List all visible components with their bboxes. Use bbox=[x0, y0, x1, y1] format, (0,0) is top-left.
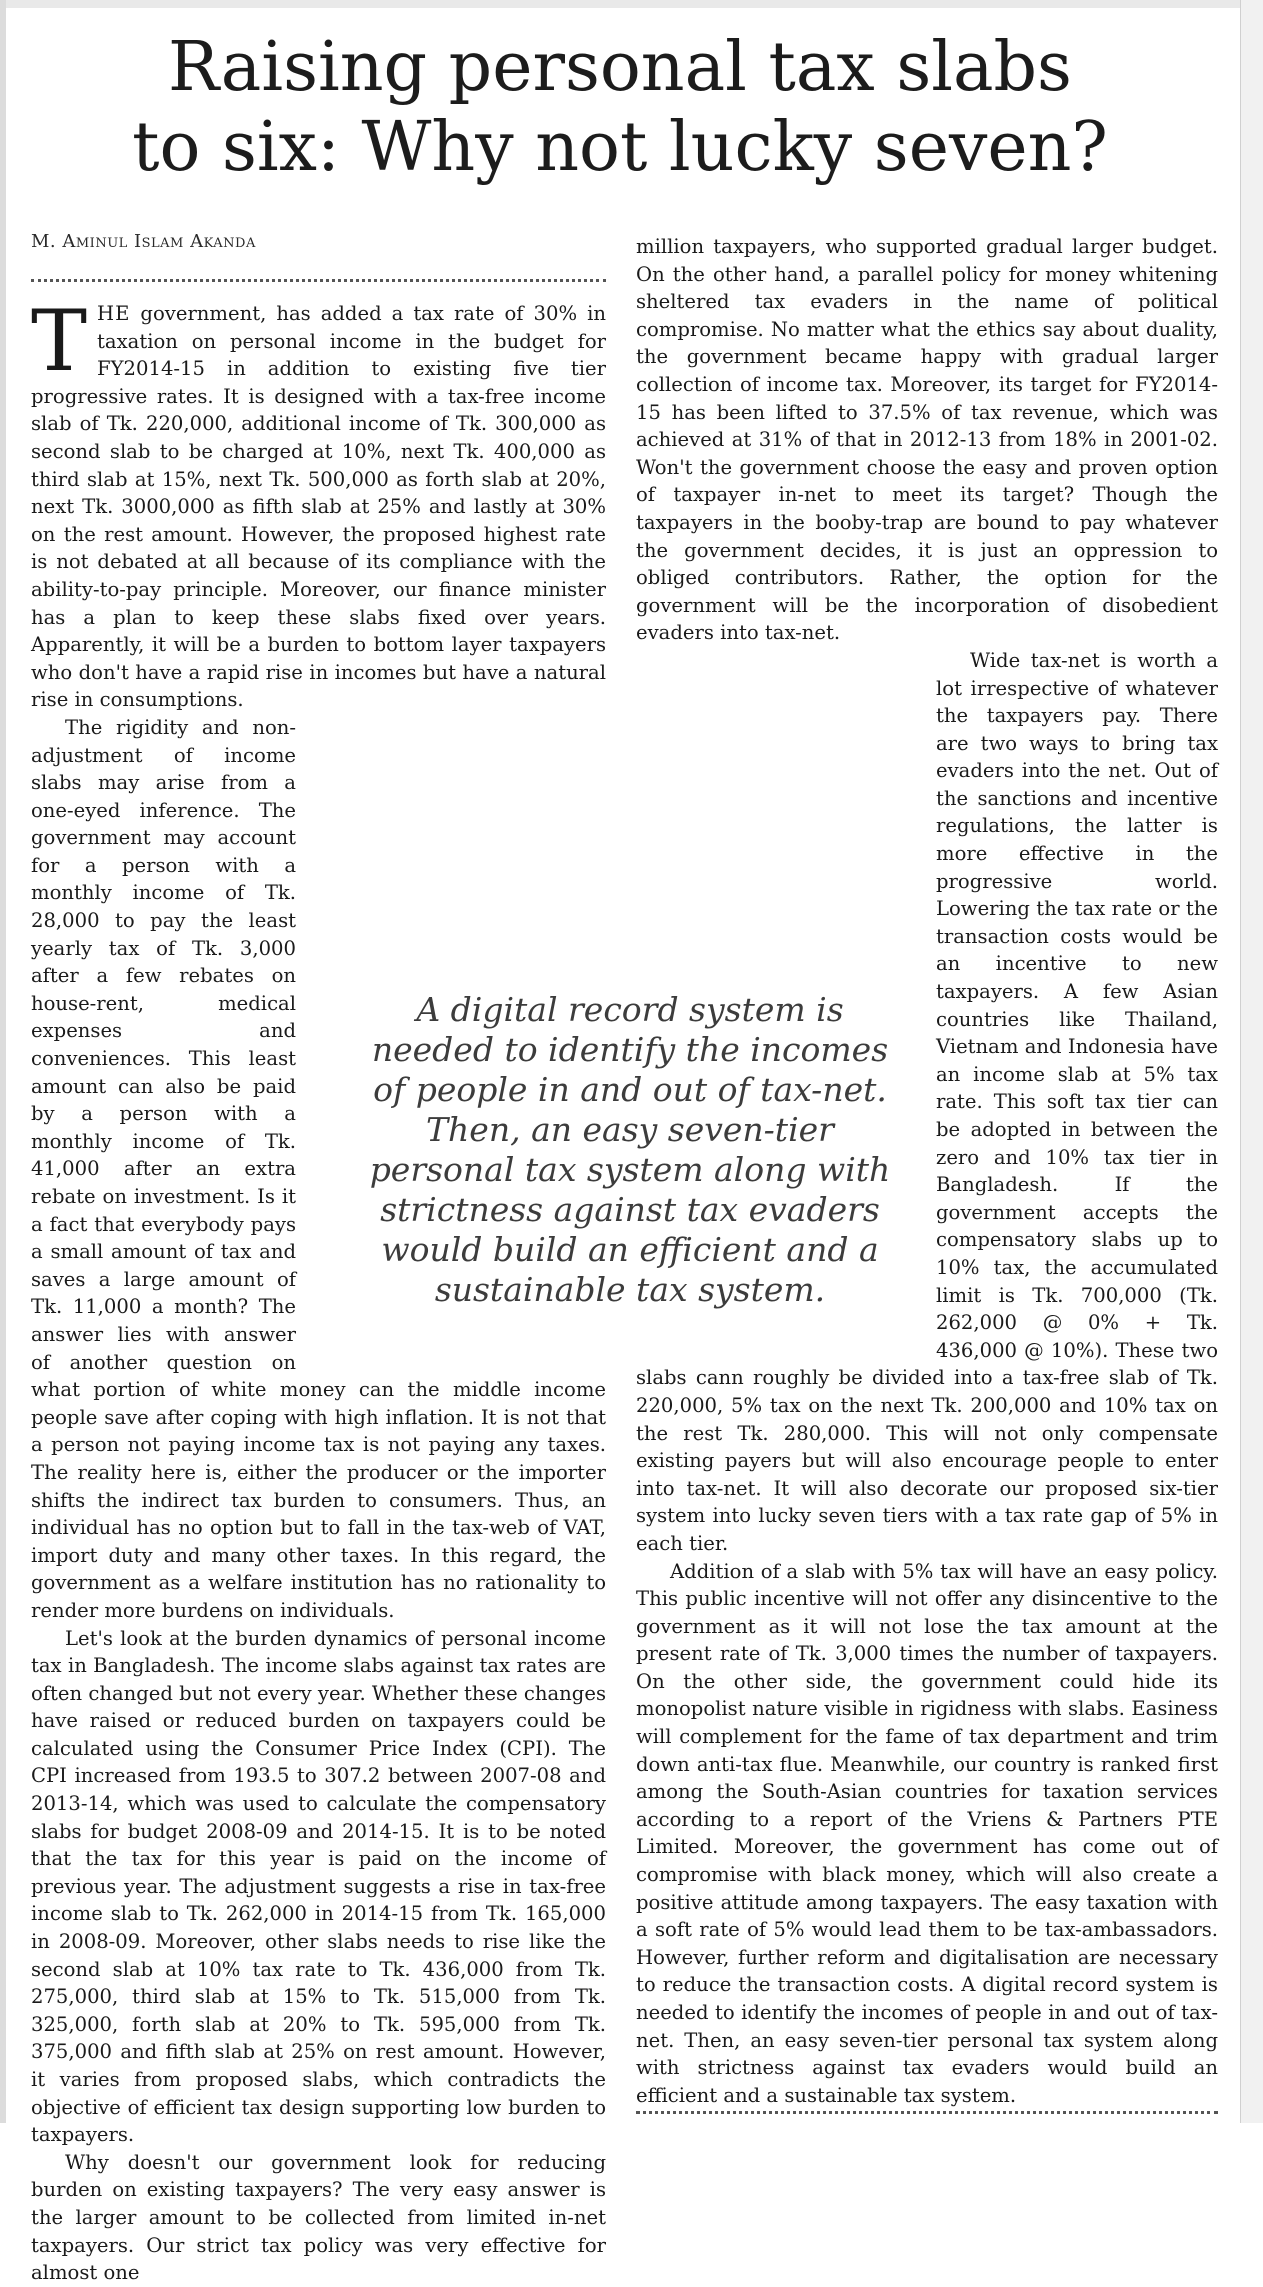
paragraph-text: The rigidity and non-adjustment of income slabs may arise from a one-eyed inference. The government may account for a person with a monthly income of Tk. 28,000 to pay the least yearly tax of Tk. 3,000 after a few rebates on house-rent, medical expenses and conveniences. This least amount can also be paid by a person with a monthly income of Tk. 41,000 after an extra rebate on investment. Is it a fact that everybody pays a small amount of tax and saves a large amount of Tk. 11,000 a month? The answer lies with answer of another question on what portion of white money can the middle income people save after coping with high inflation. It is not that a person not paying income tax is not paying any taxes. The reality here is, either the producer or the importer shifts the indirect tax burden to consumers. Thus, an individual has no option but to fall in the tax-web of VAT, import duty and many other taxes. In this regard, the government as a welfare institution has no rationality to render more burdens on individuals. bbox=[31, 715, 606, 1622]
byline-dotted-rule bbox=[31, 279, 606, 282]
end-dotted-rule bbox=[636, 2111, 1218, 2114]
body-paragraph: Let's look at the burden dynamics of personal income tax in Bangladesh. The income slabs against tax rates are often changed but not every year. Whether these changes have raised or reduced burden on taxpayers could be calculated using the Consumer Price Index (CPI). The CPI increased from 193.5 to 307.2 between 2007-08 and 2013-14, which was used to calculate the compensatory slabs for budget 2008-09 and 2014-15. It is to be noted that the tax for this year is paid on the income of previous year. The adjustment suggests a rise in tax-free income slab to Tk. 262,000 in 2014-15 from Tk. 165,000 in 2008-09. Moreover, other slabs needs to rise like the second slab at 10% tax rate to Tk. 436,000 from Tk. 275,000, third slab at 15% to Tk. 515,000 from Tk. 325,000, forth slab at 20% to Tk. 595,000 from Tk. 375,000 and fifth slab at 25% on rest amount. However, it varies from proposed slabs, which contradicts the objective of efficient tax design supporting low burden to taxpayers. bbox=[31, 1626, 606, 2147]
body-paragraph: Why doesn't our government look for reducing burden on existing taxpayers? The very easy answer is the larger amount to be collected from limited in-net taxpayers. Our strict tax policy was very effective for almost one bbox=[31, 2150, 606, 2285]
lead-paragraph bbox=[31, 292, 606, 714]
drop-cap: T bbox=[31, 292, 88, 390]
page-left-edge bbox=[0, 0, 6, 2123]
headline-line-1: Raising personal tax slabs bbox=[168, 28, 1072, 107]
headline-line-2: to six: Why not lucky seven? bbox=[132, 108, 1108, 187]
lead-caps: HE bbox=[97, 302, 131, 325]
paragraph-text: government, has added a tax rate of 30% in taxation on personal income in the budget for FY2014-15 in addition to existing five tier progressive rates. It is designed with a tax-free income slab of Tk. 220,000, additional income of Tk. 300,000 as second slab to be charged at 10%, next Tk. 400,000 as third slab at 15%, next Tk. 500,000 as forth slab at 20%, next Tk. 3000,000 as fifth slab at 25% and lastly at 30% on the rest amount. However, the proposed highest rate is not debated at all because of its compliance with the ability-to-pay principle. Moreover, our finance minister has a plan to keep these slabs fixed over years. Apparently, it will be a burden to bottom layer taxpayers who don't have a rapid rise in incomes but have a natural rise in consumptions. bbox=[31, 302, 606, 712]
body-paragraph: million taxpayers, who supported gradual larger budget. On the other hand, a parallel policy for money whitening sheltered tax evaders in the name of political compromise. No matter what the ethics say about duality, the government became happy with gradual larger collection of income tax. Moreover, its target for FY2014-15 has been lifted to 37.5% of tax revenue, which was achieved at 31% of that in 2012-13 from 18% in 2001-02. Won't the government choose the easy and proven option of taxpayer in-net to meet its target? Though the taxpayers in the booby-trap are bound to pay whatever the government decides, it is just an oppression to obliged contributors. Rather, the option for the government will be the incorporation of disobedient evaders into tax-net. bbox=[636, 235, 1218, 645]
headline bbox=[40, 28, 1200, 188]
page-top-edge bbox=[0, 0, 1263, 8]
byline: M. Aminul Islam Akanda bbox=[31, 231, 256, 252]
page-right-edge bbox=[1240, 0, 1263, 2123]
pull-quote: A digital record system is needed to identify the incomes of people in and out of tax-net. Then, an easy seven-tier personal tax system along with strictness against tax evaders would build an efficient and a sustainable tax system. bbox=[369, 990, 891, 1309]
paragraph-text: Wide tax-net is worth a lot irrespective of whatever the taxpayers pay. There are two ways to bring tax evaders into the net. Out of the sanctions and incentive regulations, the latter is more effective in the progressive world. Lowering the tax rate or the transaction costs would be an incentive to new taxpayers. A few Asian countries like Thailand, Vietnam and Indonesia have an income slab at 5% tax rate. This soft tax tier can be adopted in between the zero and 10% tax tier in Bangladesh. If the government accepts the compensatory slabs up to 10% tax, the accumulated limit is Tk. 700,000 (Tk. 262,000 @ 0% + Tk. 436,000 @ 10%). These two slabs cann roughly be divided into a tax-free slab of Tk. 220,000, 5% tax on the next Tk. 200,000 and 10% tax on the rest Tk. 280,000. This will not only compensate existing payers but will also encourage people to enter into tax-net. It will also decorate our proposed six-tier system into lucky seven tiers with a tax rate gap of 5% in each tier. bbox=[636, 648, 1218, 1555]
body-paragraph: Addition of a slab with 5% tax will have an easy policy. This public incentive will not offer any disincentive to the government as it will not lose the tax amount at the present rate of Tk. 3,000 times the number of taxpayers. On the other side, the government could hide its monopolist nature visible in rigidness with slabs. Easiness will complement for the fame of tax department and trim down anti-tax flue. Meanwhile, our country is ranked first among the South-Asian countries for taxation services according to a report of the Vriens & Partners PTE Limited. Moreover, the government has come out of compromise with black money, which will also create a positive attitude among taxpayers. The easy taxation with a soft rate of 5% would lead them to be tax-ambassadors. However, further reform and digitalisation are necessary to reduce the transaction costs. A digital record system is needed to identify the incomes of people in and out of tax-net. Then, an easy seven-tier personal tax system along with strictness against tax evaders would build an efficient and a sustainable tax system. bbox=[636, 1559, 1218, 2107]
